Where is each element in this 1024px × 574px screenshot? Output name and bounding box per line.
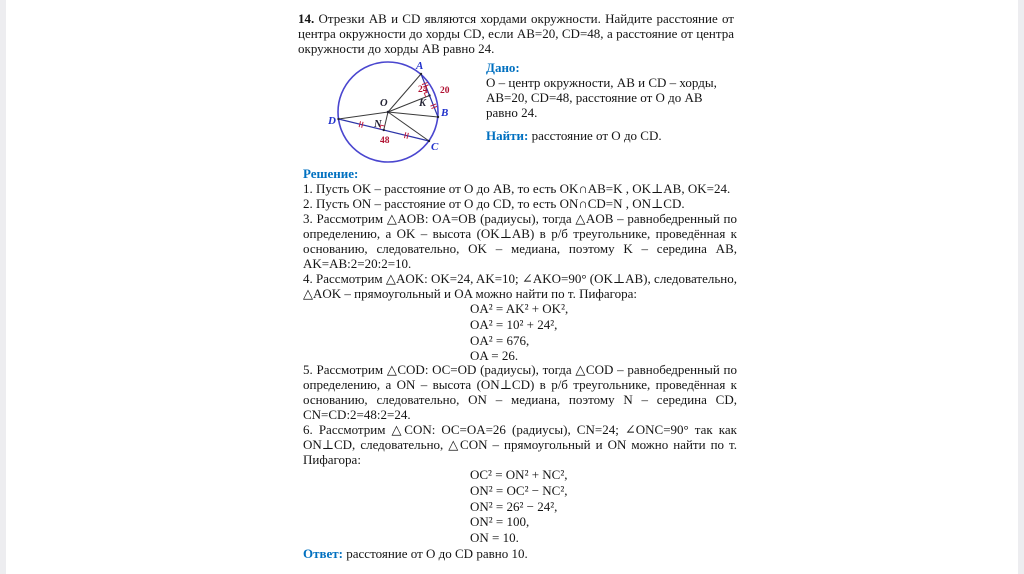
- problem-statement: [298, 11, 734, 56]
- problem-text: Отрезки AB и CD являются хордами окружности. Найдите расстояние от центра окружности до хорды CD, если AB=20, CD=48, а расстояние от центра окружности до хорды AB равно 24.: [298, 11, 734, 56]
- point-label-c: C: [431, 141, 439, 153]
- circle-diagram: [328, 55, 500, 169]
- formula-line: ON² = 26² − 24²,: [470, 498, 558, 514]
- point-label-d: D: [328, 115, 336, 127]
- solution-heading: Решение:: [303, 166, 359, 181]
- solution-step-4: 4. Рассмотрим △AOK: OK=24, AK=10; ∠AKO=90° (OK⊥AB), следовательно, △AOK – прямоугольный и OA можно найти по т. Пифагора:: [303, 271, 737, 301]
- formula-line: ON² = 100,: [470, 514, 530, 530]
- formula-line: OA = 26.: [470, 348, 519, 364]
- point-label-a: A: [416, 60, 424, 72]
- solution-step-1: 1. Пусть OK – расстояние от O до AB, то есть OK∩AB=K , OK⊥AB, OK=24.: [303, 181, 731, 196]
- find-label: Найти:: [486, 128, 529, 143]
- given-heading: Дано:: [486, 60, 520, 75]
- find-line: [486, 128, 742, 143]
- answer-line: [303, 546, 737, 561]
- answer-label: Ответ:: [303, 546, 344, 561]
- formula-line: OC² = ON² + NC²,: [470, 467, 568, 482]
- step-4-formulas: [470, 301, 568, 364]
- formula-line: OA² = 10² + 24²,: [470, 316, 558, 332]
- point-label-o: O: [380, 98, 388, 109]
- solution-step-3: 3. Рассмотрим △AOB: OA=OB (радиусы), тогда △AOB – равнобедренный по определению, а OK – высота (OK⊥AB) в р/б треугольнике, проведённая к основанию, следовательно, OK – медиана, поэтому K – середина AB, AK=AB:2=20:2=10.: [303, 211, 737, 271]
- answer-text: расстояние от O до CD равно 10.: [343, 546, 528, 561]
- solution-step-2: 2. Пусть ON – расстояние от O до CD, то есть ON∩CD=N , ON⊥CD.: [303, 196, 685, 211]
- solution-step-5: 5. Рассмотрим △COD: OC=OD (радиусы), тогда △COD – равнобедренный по определению, а ON – высота (ON⊥CD) в р/б треугольнике, проведённая к основанию, следовательно, ON – медиана, поэтому N – середина CD, CN=CD:2=48:2=24.: [303, 362, 737, 422]
- solution-step-6: 6. Рассмотрим △CON: OC=OA=26 (радиусы), CN=24; ∠ONC=90° так как ON⊥CD, следовательно, △CON – прямоугольный и ON можно найти по т. Пифагора:: [303, 422, 737, 467]
- formula-line: ON² = OC² − NC²,: [470, 482, 568, 498]
- point-label-n: N: [374, 119, 382, 130]
- point-label-b: B: [441, 107, 449, 119]
- point-label-k: K: [419, 98, 427, 109]
- step-6-formulas: [470, 467, 568, 546]
- measure-cd: 48: [380, 136, 390, 146]
- given-section: [486, 60, 742, 143]
- given-line-3: равно 24.: [486, 105, 538, 120]
- formula-line: ON = 10.: [470, 530, 519, 546]
- formula-line: OA² = AK² + OK²,: [470, 301, 569, 316]
- measure-ok: 24: [418, 85, 428, 95]
- find-text: расстояние от O до CD.: [528, 128, 662, 143]
- formula-line: OA² = 676,: [470, 332, 530, 348]
- given-line-2: AB=20, CD=48, расстояние от O до AB: [486, 90, 703, 105]
- given-line-1: O – центр окружности, AB и CD – хорды,: [486, 75, 717, 90]
- problem-number: 14.: [298, 11, 315, 26]
- measure-ab: 20: [440, 86, 450, 96]
